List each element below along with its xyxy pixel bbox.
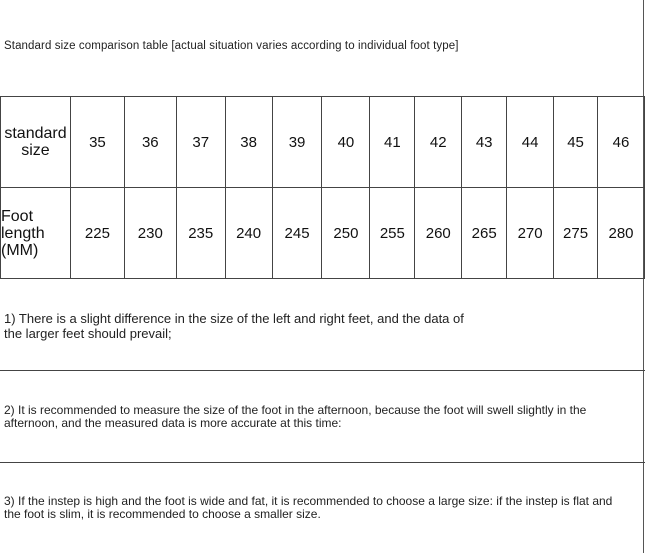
table-row <box>1 188 645 279</box>
size-table <box>0 96 645 279</box>
size-cell: 39 <box>272 97 322 188</box>
note-3: 3) If the instep is high and the foot is wide and fat, it is recommended to choose a large size: if the instep is flat and the foot is slim, it is recommended to choose a smaller size. <box>4 494 613 521</box>
divider <box>0 370 645 371</box>
length-cell: 240 <box>225 188 272 279</box>
size-cell: 42 <box>415 97 462 188</box>
size-cell: 43 <box>462 97 507 188</box>
size-cell: 44 <box>507 97 554 188</box>
length-cell: 225 <box>70 188 124 279</box>
size-cell: 36 <box>124 97 176 188</box>
size-cell: 46 <box>598 97 645 188</box>
size-cell: 38 <box>225 97 272 188</box>
divider <box>0 462 645 463</box>
size-cell: 37 <box>176 97 225 188</box>
length-cell: 265 <box>462 188 507 279</box>
row-header-standard-size: standard size <box>1 97 71 188</box>
table-row <box>1 97 645 188</box>
length-cell: 280 <box>598 188 645 279</box>
table-title: Standard size comparison table [actual situation varies according to individual foot type] <box>4 40 459 52</box>
length-cell: 250 <box>322 188 370 279</box>
size-cell: 41 <box>370 97 415 188</box>
length-cell: 245 <box>272 188 322 279</box>
length-cell: 255 <box>370 188 415 279</box>
row-header-foot-length: Foot length (MM) <box>1 188 71 279</box>
size-cell: 45 <box>554 97 598 188</box>
length-cell: 260 <box>415 188 462 279</box>
length-cell: 230 <box>124 188 176 279</box>
length-cell: 275 <box>554 188 598 279</box>
length-cell: 235 <box>176 188 225 279</box>
size-cell: 35 <box>70 97 124 188</box>
note-2: 2) It is recommended to measure the size of the foot in the afternoon, because the foot will swell slightly in the afternoon, and the measured data is more accurate at this time: <box>4 403 587 430</box>
size-cell: 40 <box>322 97 370 188</box>
note-1: 1) There is a slight difference in the size of the left and right feet, and the data of the larger feet should prevail; <box>4 311 464 341</box>
length-cell: 270 <box>507 188 554 279</box>
